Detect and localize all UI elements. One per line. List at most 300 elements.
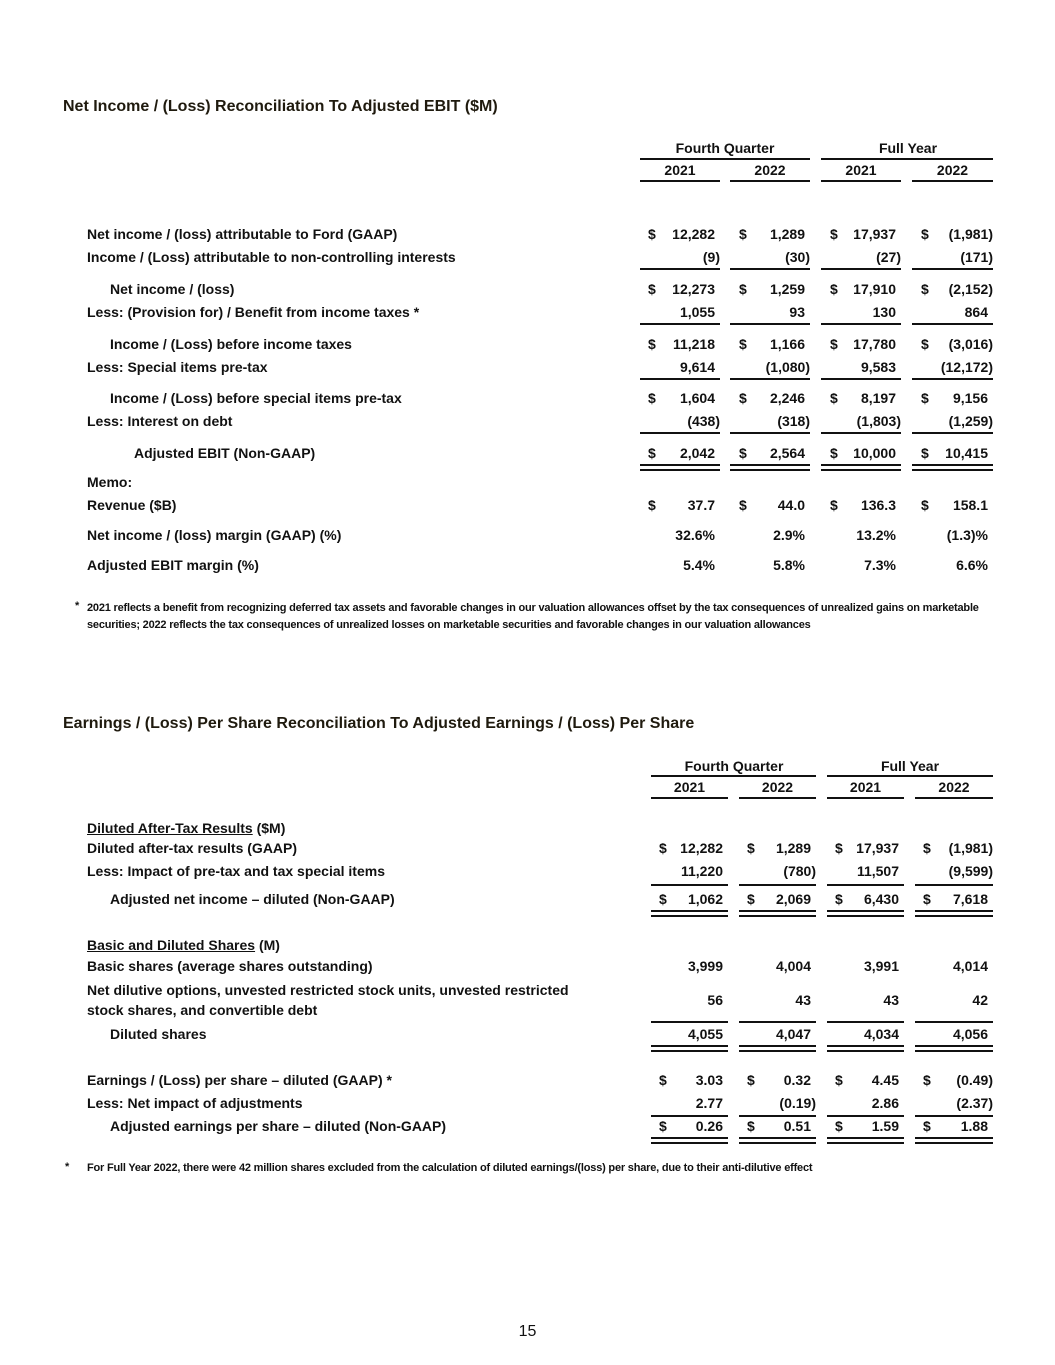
value: 43 [883, 992, 899, 1008]
underline-rule [739, 884, 816, 886]
value-cell [648, 445, 720, 463]
value: 4,004 [775, 958, 811, 974]
value: 136.3 [860, 497, 896, 513]
value-cell [739, 359, 810, 377]
value-cell [830, 336, 901, 354]
currency-symbol: $ [648, 497, 656, 513]
value: 0.51 [783, 1118, 811, 1134]
header-fourth-quarter: Fourth Quarter [684, 758, 784, 774]
value: 3,991 [863, 958, 899, 974]
value-cell [648, 557, 720, 575]
value-cell [648, 249, 720, 267]
row-label: Diluted shares [110, 1026, 207, 1042]
currency-symbol: $ [648, 336, 656, 352]
currency-symbol: $ [659, 1118, 667, 1134]
value: 32.6% [675, 527, 715, 543]
value: 9,156 [952, 390, 988, 406]
value-cell [830, 390, 901, 408]
value-cell [921, 336, 993, 354]
value-cell [921, 413, 993, 431]
value-cell [747, 1072, 816, 1090]
value-cell [830, 249, 901, 267]
underline-rule [821, 432, 901, 434]
value: 5.4% [683, 557, 715, 573]
double-underline-rule [912, 464, 993, 471]
value: (30) [785, 249, 810, 265]
value: 12,282 [672, 226, 715, 242]
double-underline-rule [827, 910, 904, 917]
currency-symbol: $ [835, 891, 843, 907]
value-cell [921, 226, 993, 244]
value: (1,259) [948, 413, 993, 429]
value-cell [739, 304, 810, 322]
value-cell [739, 413, 810, 431]
currency-symbol: $ [923, 840, 931, 856]
value: 2,069 [775, 891, 811, 907]
subsection-title: Basic and Diluted Shares [87, 937, 256, 953]
value: (27) [876, 249, 901, 265]
value: (0.49) [956, 1072, 993, 1088]
value: 1,604 [679, 390, 715, 406]
value-cell [921, 445, 993, 463]
value-cell [835, 1095, 904, 1113]
value-cell [921, 557, 993, 575]
value-cell [747, 891, 816, 909]
row-label: Net income / (loss) attributable to Ford (GAAP) [87, 226, 398, 242]
value-cell [830, 557, 901, 575]
row-label: Income / (Loss) before income taxes [110, 336, 352, 352]
value: 4,056 [952, 1026, 988, 1042]
footnote-marker: * [75, 600, 80, 612]
value-cell [923, 891, 993, 909]
currency-symbol: $ [747, 840, 755, 856]
currency-symbol: $ [921, 226, 929, 242]
value-cell [835, 840, 904, 858]
value: 4,014 [952, 958, 988, 974]
double-underline-rule [915, 910, 993, 917]
currency-symbol: $ [648, 226, 656, 242]
value-cell [648, 390, 720, 408]
subsection-shares [87, 937, 280, 953]
value: 37.7 [687, 497, 715, 513]
value-cell [659, 1095, 728, 1113]
value: (171) [960, 249, 993, 265]
value: (0.19) [779, 1095, 816, 1111]
underline-rule [739, 1021, 816, 1023]
header-year: 2021 [664, 162, 696, 178]
underline-rule [912, 268, 993, 270]
value-cell [648, 281, 720, 299]
value-cell [739, 390, 810, 408]
underline-rule [730, 268, 810, 270]
value: (9,599) [948, 863, 993, 879]
value-cell [921, 249, 993, 267]
currency-symbol: $ [659, 1072, 667, 1088]
value-cell [739, 226, 810, 244]
underline-rule [640, 323, 720, 325]
value: 2,042 [679, 445, 715, 461]
currency-symbol: $ [648, 445, 656, 461]
underline-rule [915, 1115, 993, 1117]
underline-rule [651, 884, 728, 886]
value: 17,780 [853, 336, 896, 352]
rule [640, 158, 810, 160]
underline-rule [821, 323, 901, 325]
value-cell [648, 336, 720, 354]
value: (318) [777, 413, 810, 429]
currency-symbol: $ [739, 445, 747, 461]
value: 0.32 [783, 1072, 811, 1088]
row-label: Net dilutive options, unvested restricted stock units, unvested restricted [87, 982, 569, 998]
value-cell [739, 281, 810, 299]
value-cell [830, 226, 901, 244]
currency-symbol: $ [921, 445, 929, 461]
underline-rule [640, 432, 720, 434]
currency-symbol: $ [648, 281, 656, 297]
value-cell [659, 1026, 728, 1044]
value: 864 [964, 304, 988, 320]
double-underline-rule [827, 1045, 904, 1052]
value: 2,246 [769, 390, 805, 406]
currency-symbol: $ [747, 1072, 755, 1088]
value-cell [739, 445, 810, 463]
value-cell [923, 1072, 993, 1090]
value-cell [659, 992, 728, 1010]
underline-rule [739, 1115, 816, 1117]
value-cell [739, 557, 810, 575]
value: 6.6% [956, 557, 988, 573]
underline-rule [912, 323, 993, 325]
value: 12,273 [672, 281, 715, 297]
currency-symbol: $ [830, 497, 838, 513]
currency-symbol: $ [648, 390, 656, 406]
value: 1,166 [769, 336, 805, 352]
currency-symbol: $ [830, 226, 838, 242]
value: 11,220 [680, 863, 723, 879]
header-year: 2021 [849, 779, 882, 795]
rule [739, 797, 816, 799]
value: (1.3)% [946, 527, 988, 543]
value: (3,016) [948, 336, 993, 352]
value: 56 [707, 992, 723, 1008]
subsection-unit: ($M) [252, 820, 286, 836]
currency-symbol: $ [830, 336, 838, 352]
rule [827, 797, 904, 799]
value: 2.86 [871, 1095, 899, 1111]
subsection-title: Diluted After-Tax Results [87, 820, 253, 836]
row-label: Adjusted net income – diluted (Non-GAAP) [110, 891, 395, 907]
underline-rule [640, 378, 720, 380]
value: 158.1 [952, 497, 988, 513]
rule [651, 797, 728, 799]
row-label: Income / (Loss) before special items pre-tax [110, 390, 402, 406]
currency-symbol: $ [747, 1118, 755, 1134]
underline-rule [915, 884, 993, 886]
value: 6,430 [863, 891, 899, 907]
value-cell [830, 304, 901, 322]
currency-symbol: $ [830, 281, 838, 297]
rule [915, 797, 993, 799]
value: 93 [789, 304, 805, 320]
double-underline-rule [651, 1137, 728, 1144]
value: 8,197 [860, 390, 896, 406]
currency-symbol: $ [747, 891, 755, 907]
value: 4,034 [863, 1026, 899, 1042]
header-year: 2022 [936, 162, 969, 178]
value: 4,047 [775, 1026, 811, 1042]
value: 7.3% [864, 557, 896, 573]
value: 43 [795, 992, 811, 1008]
currency-symbol: $ [835, 1118, 843, 1134]
underline-rule [827, 1021, 904, 1023]
value: 17,910 [853, 281, 896, 297]
currency-symbol: $ [923, 1072, 931, 1088]
footnote-antidilutive: For Full Year 2022, there were 42 million shares excluded from the calculation of diluted earnings/(loss) per share, due to their anti-dilutive effect [87, 1162, 813, 1174]
underline-rule [730, 378, 810, 380]
rule [651, 775, 816, 777]
currency-symbol: $ [835, 1072, 843, 1088]
header-year: 2022 [754, 162, 786, 178]
value: 1.88 [960, 1118, 988, 1134]
value-cell [747, 863, 816, 881]
rule [821, 180, 901, 182]
value: 4.45 [871, 1072, 899, 1088]
currency-symbol: $ [830, 390, 838, 406]
section2-title: Earnings / (Loss) Per Share Reconciliation To Adjusted Earnings / (Loss) Per Share [63, 715, 695, 732]
value-cell [835, 863, 904, 881]
underline-rule [640, 268, 720, 270]
row-label: Basic shares (average shares outstanding) [87, 958, 373, 974]
currency-symbol: $ [739, 390, 747, 406]
value-cell [739, 336, 810, 354]
value: 5.8% [773, 557, 805, 573]
value-cell [830, 413, 901, 431]
row-label: Memo: [87, 474, 133, 490]
value-cell [923, 1095, 993, 1113]
value-cell [739, 497, 810, 515]
double-underline-rule [915, 1045, 993, 1052]
value: (780) [783, 863, 816, 879]
double-underline-rule [651, 910, 728, 917]
header-full-year: Full Year [880, 758, 940, 774]
value: (9) [702, 249, 720, 265]
currency-symbol: $ [739, 281, 747, 297]
value: (2.37) [956, 1095, 993, 1111]
value: 13.2% [856, 527, 896, 543]
double-underline-rule [640, 464, 720, 471]
value: 1,055 [679, 304, 715, 320]
header-year: 2021 [845, 162, 877, 178]
value: (1,803) [856, 413, 901, 429]
value: 1,062 [687, 891, 723, 907]
page-number: 15 [518, 1323, 537, 1340]
value-cell [659, 891, 728, 909]
double-underline-rule [739, 1137, 816, 1144]
underline-rule [821, 378, 901, 380]
double-underline-rule [739, 910, 816, 917]
value-cell [835, 1026, 904, 1044]
currency-symbol: $ [923, 1118, 931, 1134]
value: (1,981) [948, 226, 993, 242]
subsection-unit: (M) [255, 937, 280, 953]
row-label: Less: Net impact of adjustments [87, 1095, 303, 1111]
value: 3.03 [695, 1072, 723, 1088]
value-cell [923, 958, 993, 976]
value-cell [921, 359, 993, 377]
value-cell [648, 226, 720, 244]
row-label: Net income / (loss) [110, 281, 235, 297]
value-cell [923, 1026, 993, 1044]
value-cell [923, 992, 993, 1010]
value-cell [921, 390, 993, 408]
value-cell [830, 527, 901, 545]
value: (12,172) [940, 359, 993, 375]
row-label: Less: (Provision for) / Benefit from income taxes * [87, 304, 420, 320]
value-cell [659, 958, 728, 976]
value: 3,999 [687, 958, 723, 974]
row-label: Diluted after-tax results (GAAP) [87, 840, 298, 856]
rule [827, 775, 993, 777]
underline-rule [821, 268, 901, 270]
value: (438) [687, 413, 720, 429]
value-cell [835, 1118, 904, 1136]
header-year: 2022 [761, 779, 794, 795]
footnote-marker: * [65, 1161, 70, 1173]
value-cell [659, 863, 728, 881]
subsection-diluted-after-tax [87, 820, 285, 836]
value-cell [747, 958, 816, 976]
value: 7,618 [952, 891, 988, 907]
value: 17,937 [856, 840, 899, 856]
underline-rule [827, 884, 904, 886]
row-label: Net income / (loss) margin (GAAP) (%) [87, 527, 342, 543]
rule [730, 180, 810, 182]
row-label: Less: Interest on debt [87, 413, 233, 429]
double-underline-rule [739, 1045, 816, 1052]
value: (2,152) [948, 281, 993, 297]
currency-symbol: $ [659, 891, 667, 907]
header-fourth-quarter: Fourth Quarter [675, 140, 775, 156]
value: 11,218 [672, 336, 715, 352]
value: 1,259 [769, 281, 805, 297]
value-cell [648, 413, 720, 431]
currency-symbol: $ [739, 226, 747, 242]
underline-rule [651, 1115, 728, 1117]
value: 17,937 [853, 226, 896, 242]
value-cell [648, 304, 720, 322]
value-cell [921, 527, 993, 545]
value: (1,080) [765, 359, 810, 375]
value: 2.9% [773, 527, 805, 543]
currency-symbol: $ [835, 840, 843, 856]
currency-symbol: $ [739, 497, 747, 513]
value-cell [830, 445, 901, 463]
value-cell [659, 840, 728, 858]
rule [912, 180, 993, 182]
rule [821, 158, 993, 160]
value-cell [648, 527, 720, 545]
value-cell [921, 281, 993, 299]
currency-symbol: $ [923, 891, 931, 907]
row-label-cont: stock shares, and convertible debt [87, 1002, 318, 1018]
row-label: Adjusted EBIT (Non-GAAP) [134, 445, 316, 461]
value-cell [659, 1072, 728, 1090]
double-underline-rule [821, 464, 901, 471]
currency-symbol: $ [830, 445, 838, 461]
value-cell [648, 359, 720, 377]
value: (1,981) [948, 840, 993, 856]
double-underline-rule [827, 1137, 904, 1144]
underline-rule [915, 1021, 993, 1023]
value-cell [835, 958, 904, 976]
double-underline-rule [730, 464, 810, 471]
value: 0.26 [695, 1118, 723, 1134]
value-cell [830, 497, 901, 515]
value-cell [921, 304, 993, 322]
value: 9,583 [860, 359, 896, 375]
value-cell [835, 992, 904, 1010]
rule [640, 180, 720, 182]
double-underline-rule [651, 1045, 728, 1052]
value: 10,415 [945, 445, 988, 461]
value: 12,282 [680, 840, 723, 856]
value: 11,507 [856, 863, 899, 879]
value-cell [739, 527, 810, 545]
row-label: Less: Special items pre-tax [87, 359, 268, 375]
footnote-tax: 2021 reflects a benefit from recognizing deferred tax assets and favorable changes in our valuation allowances offset by the tax consequences of unrealized gains on marketable securities; 2022 reflects the tax consequences of unrealized losses on marketable securities and favorable changes in our valuation allowances [87, 602, 979, 631]
value-cell [923, 840, 993, 858]
underline-rule [730, 323, 810, 325]
underline-rule [912, 432, 993, 434]
currency-symbol: $ [921, 336, 929, 352]
value-cell [747, 840, 816, 858]
value: 130 [872, 304, 896, 320]
value: 44.0 [777, 497, 805, 513]
value: 1,289 [775, 840, 811, 856]
underline-rule [651, 1021, 728, 1023]
value-cell [659, 1118, 728, 1136]
value-cell [921, 497, 993, 515]
value-cell [923, 863, 993, 881]
value-cell [923, 1118, 993, 1136]
value-cell [830, 359, 901, 377]
row-label: Less: Impact of pre-tax and tax special items [87, 863, 385, 879]
double-underline-rule [915, 1137, 993, 1144]
value: 2,564 [769, 445, 805, 461]
value-cell [747, 992, 816, 1010]
value-cell [747, 1095, 816, 1113]
currency-symbol: $ [739, 336, 747, 352]
value: 9,614 [679, 359, 715, 375]
value-cell [739, 249, 810, 267]
currency-symbol: $ [921, 281, 929, 297]
value: 2.77 [695, 1095, 723, 1111]
row-label: Adjusted earnings per share – diluted (Non-GAAP) [110, 1118, 447, 1134]
underline-rule [730, 432, 810, 434]
value-cell [835, 1072, 904, 1090]
value-cell [747, 1026, 816, 1044]
underline-rule [827, 1115, 904, 1117]
value-cell [830, 281, 901, 299]
underline-rule [912, 378, 993, 380]
value: 1,289 [769, 226, 805, 242]
value: 42 [972, 992, 988, 1008]
row-label: Adjusted EBIT margin (%) [87, 557, 259, 573]
value: 4,055 [687, 1026, 723, 1042]
header-year: 2022 [938, 779, 970, 795]
currency-symbol: $ [659, 840, 667, 856]
value: 10,000 [853, 445, 896, 461]
